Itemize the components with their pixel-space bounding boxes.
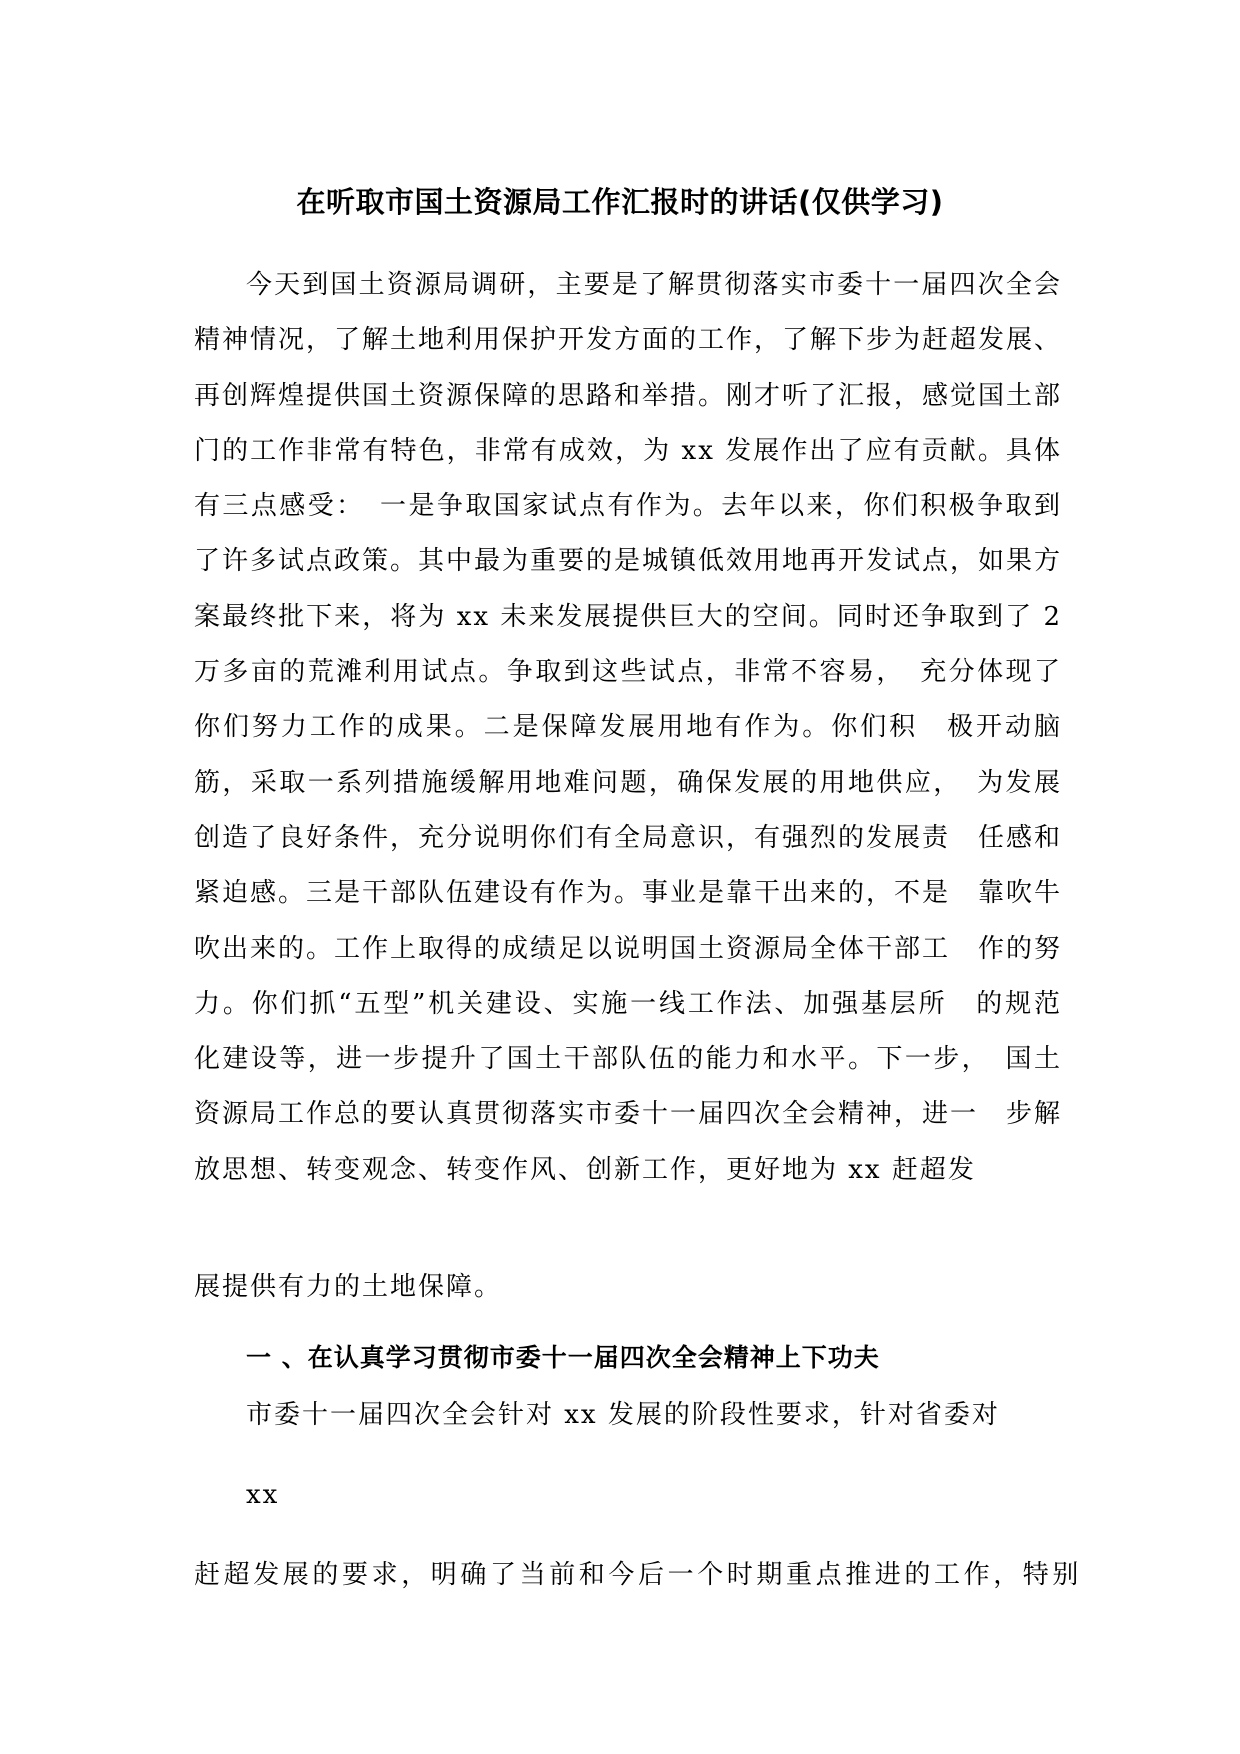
section-text-line: xx [246,1480,280,1510]
section-text-line: 赶超发展的要求，明确了当前和今后一个时期重点推进的工作，特别 [194,1560,1083,1590]
section-text-line: 市委十一届四次全会针对 xx 发展的阶段性要求，针对省委对 [246,1400,1000,1430]
section-heading: 一 、在认真学习贯彻市委十一届四次全会精神上下功夫 [246,1343,880,1372]
body-paragraph-end: 展提供有力的土地保障。 [194,1272,503,1302]
document-title: 在听取市国土资源局工作汇报时的讲话(仅供学习) [296,185,944,219]
body-paragraph: 今天到国土资源局调研，主要是了解贯彻落实市委十一届四次全会精神情况，了解土地利用保护开发方面的工作，了解下步为赶超发展、再创辉煌提供国土资源保障的思路和举措。刚才听了汇报，感觉国土部门的工作非常有特色，非常有成效，为 xx 发展作出了应有贡献。具体有三点感受： 一是争取国家试点有作为。去年以来，你们积极争取到了许多试点政策。其中最为重要的是城镇低效用地再开发试点，如果方案最终批下来，将为 xx 未来发展提供巨大的空间。同时还争取到了 2 万多亩的荒滩利用试点。争取到这些试点，非常不容易， 充分体现了你们努力工作的成果。二是保障发展用地有作为。你们积 极开动脑筋，采取一系列措施缓解用地难问题，确保发展的用地供应， 为发展创造了良好条件，充分说明你们有全局意识，有强烈的发展责 任感和紧迫感。三是干部队伍建设有作为。事业是靠干出来的，不是 靠吹牛吹出来的。工作上取得的成绩足以说明国土资源局全体干部工 作的努力。你们抓“五型”机关建设、实施一线工作法、加强基层所 的规范化建设等，进一步提升了国土干部队伍的能力和水平。下一步， 国土资源局工作总的要认真贯彻落实市委十一届四次全会精神，进一 步解放思想、转变观念、转变作风、创新工作，更好地为 xx 赶超发 [194,270,1063,1185]
